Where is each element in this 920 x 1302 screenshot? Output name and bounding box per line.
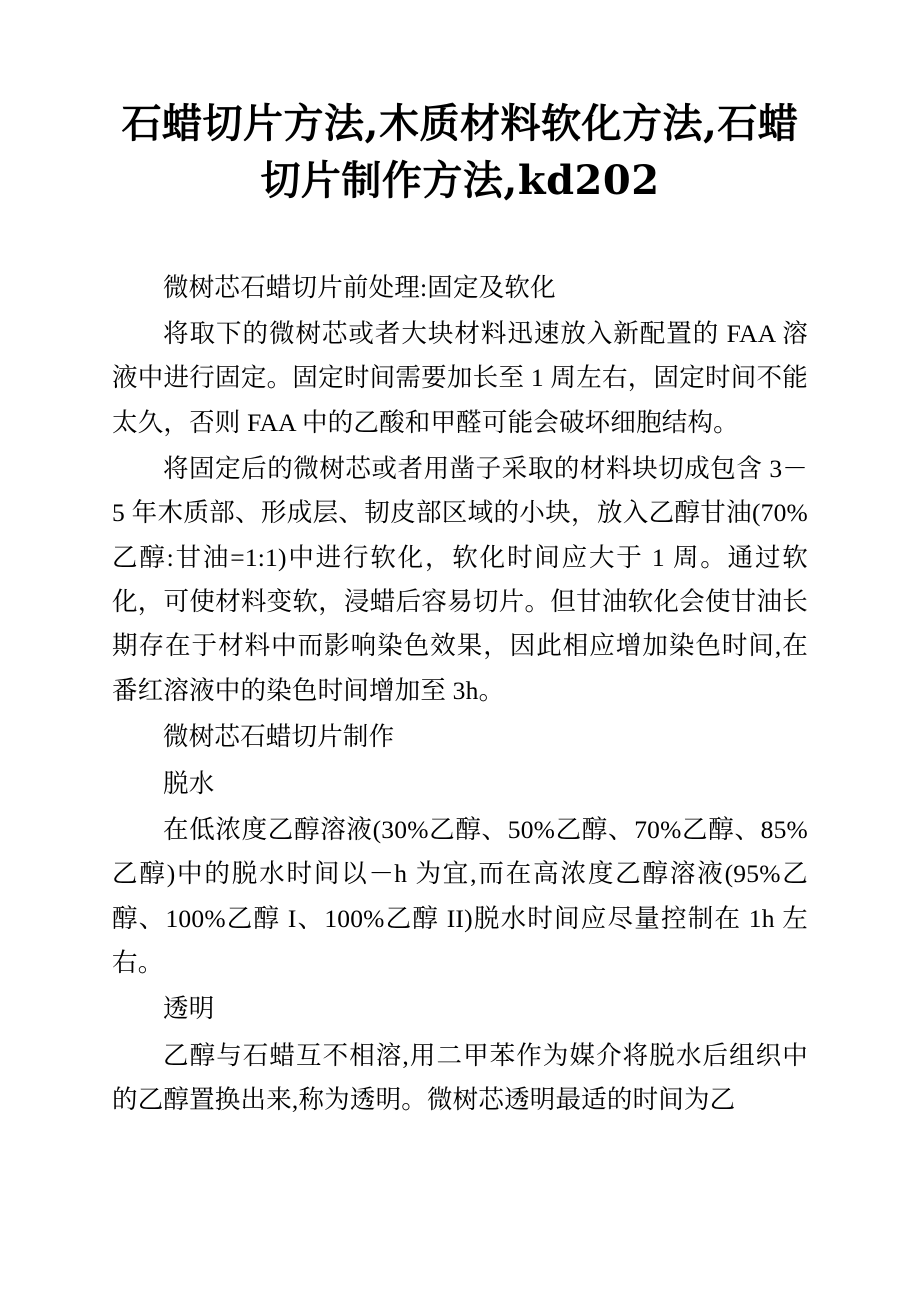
paragraph: 将取下的微树芯或者大块材料迅速放入新配置的 FAA 溶液中进行固定。固定时间需要加长至 1 周左右，固定时间不能太久，否则 FAA 中的乙酸和甲醛可能会破坏细胞结构。: [112, 318, 808, 437]
paragraph: 脱水: [163, 768, 215, 798]
paragraph: 乙醇与石蜡互不相溶,用二甲苯作为媒介将脱水后组织中的乙醇置换出来,称为透明。微树芯透明最适的时间为乙: [112, 1040, 808, 1115]
paragraph: 将固定后的微树芯或者用凿子采取的材料块切成包含 3－5 年木质部、形成层、韧皮部区域的小块，放入乙醇甘油(70%乙醇:甘油=1:1)中进行软化，软化时间应大于 1 周。通过软化，可使材料变软，浸蜡后容易切片。但甘油软化会使甘油长期存在于材料中而影响染色效果，因此相应增加染色时间,在番红溶液中的染色时间增加至 3h。: [112, 454, 808, 705]
page-title: 石蜡切片方法,木质材料软化方法,石蜡切片制作方法,kd202: [121, 100, 799, 204]
paragraph: 微树芯石蜡切片制作: [163, 722, 395, 752]
paragraph: 微树芯石蜡切片前处理:固定及软化: [163, 272, 556, 302]
document-body: [112, 266, 808, 1123]
paragraph: 在低浓度乙醇溶液(30%乙醇、50%乙醇、70%乙醇、85%乙醇)中的脱水时间以－h 为宜,而在高浓度乙醇溶液(95%乙醇、100%乙醇 I、100%乙醇 II)脱水时间应尽量控制在 1h 左右。: [112, 814, 808, 977]
paragraph: 透明: [163, 994, 215, 1024]
